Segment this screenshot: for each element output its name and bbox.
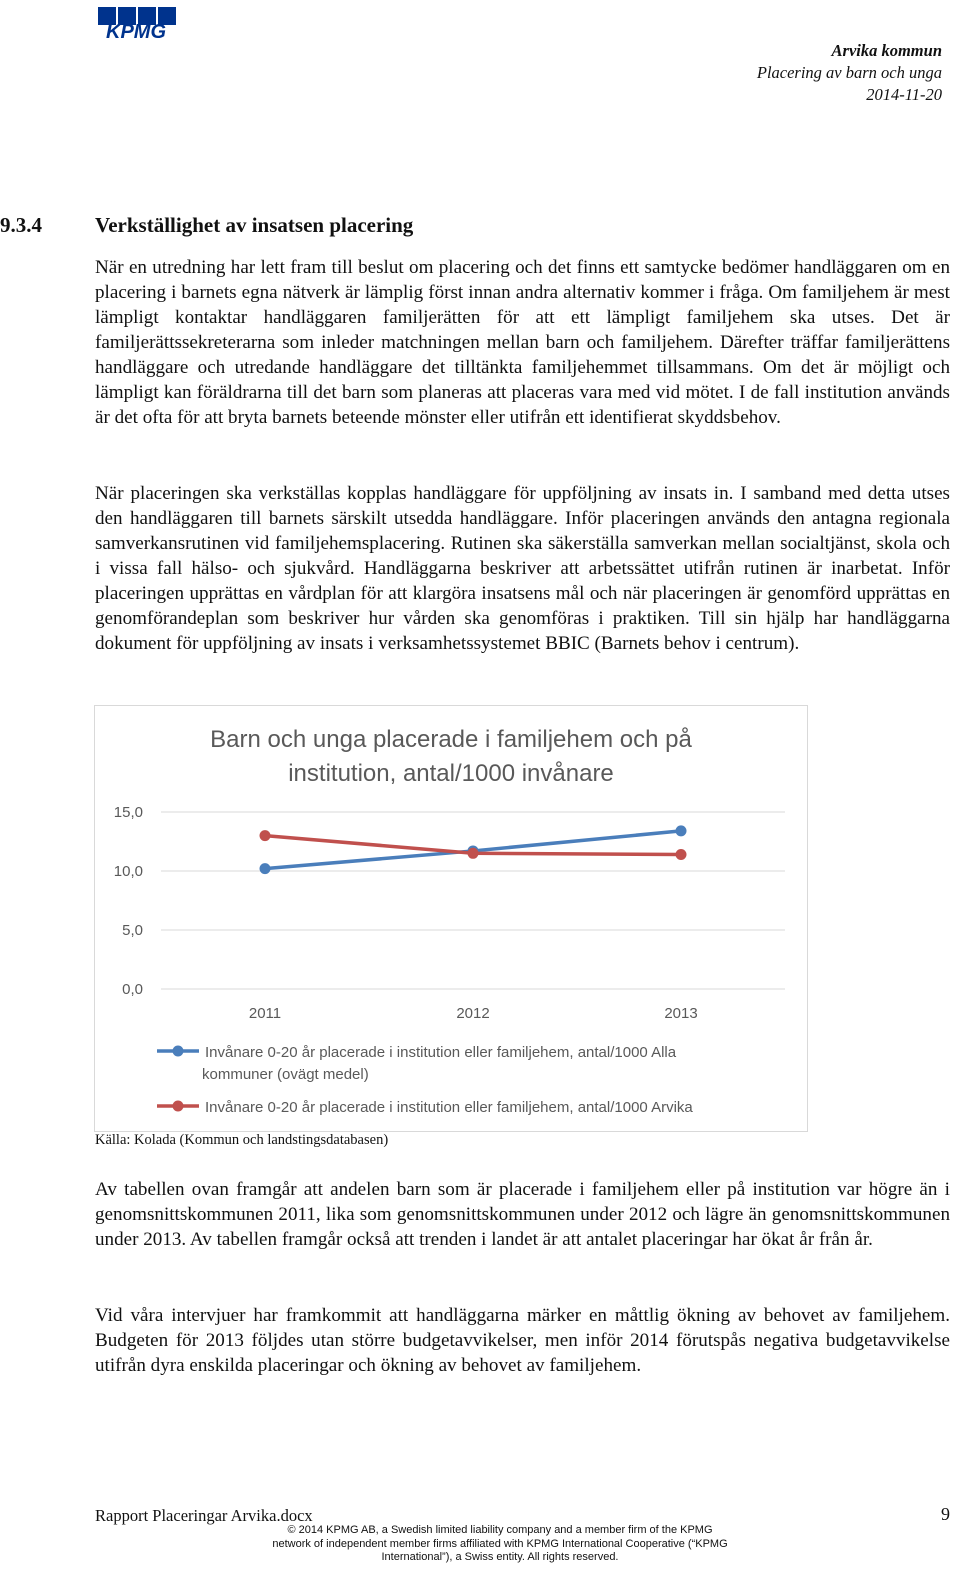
section-number: 9.3.4 xyxy=(0,213,42,237)
legend-marker-2 xyxy=(173,1101,184,1112)
paragraph-1: När en utredning har lett fram till beslut om placering och det finns ett samtycke bedömer handläggaren om en placering i barnets egna nätverk är lämplig först innan andra alternativ kommer i fråga. Om familjehem är mest lämpligt kontaktar handläggaren familjerätten för att ett lämpligt familjehem ska utses. Det är familjerättssekreterarna som inleder matchningen mellan barn och familjehem. Därefter träffar familjerättens handläggare och utredande handläggare det tilltänkta familjehemmet tillsammans. Om det är möjligt och lämpligt kan föräldrarna till det barn som planeras att placeras vara med vid mötet. I de fall institution används är det ofta för att bryta barnets beteende mönster eller utifrån ett identifierat skyddsbehov. xyxy=(95,257,950,428)
series-1-point xyxy=(676,825,687,836)
x-tick-label: 2013 xyxy=(664,1005,698,1022)
series-1-point xyxy=(260,863,271,874)
paragraph-2: När placeringen ska verkställas kopplas handläggare för uppföljning av insats in. I samband med detta utses den handläggaren till barnets särskilt utsedda handläggare. Inför placeringen används den antagna regionala samverkansrutinen vid familjehemsplacering. Rutinen ska säkerställa samverkan mellan socialtjänst, skola och i vissa fall hälso- och sjukvård. Handläggarna beskriver att arbetssättet utifrån rutinen är inarbetat. Inför placeringen upprättas en vårdplan för att klargöra insatsens mål och när placeringen är genomförd upprättas en genomförandeplan som beskriver hur vården ska genomföras i praktiken. Till sin hjälp har handläggarna dokument för uppföljning av insats i verksamhetssystemet BBIC (Barnets behov i centrum). xyxy=(95,483,950,654)
section-title: Verkställighet av insatsen placering xyxy=(95,213,414,237)
y-tick-label: 15,0 xyxy=(113,804,143,821)
x-tick-label: 2012 xyxy=(456,1005,490,1022)
legend-label-2-line-1: Invånare 0-20 år placerade i institution eller familjehem, antal/1000 Arvika xyxy=(205,1099,693,1116)
footer-document-name: Rapport Placeringar Arvika.docx xyxy=(95,1506,313,1525)
paragraph-4: Vid våra intervjuer har framkommit att handläggarna märker en måttlig ökning av behovet av familjehem. Budgeten för 2013 följdes utan större budgetavvikelser, men inför 2014 förutspås negativa budgetavvikelse utifrån dyra enskilda placeringar och ökning av behovet av familjehem. xyxy=(95,1305,950,1376)
header-report: Placering av barn och unga xyxy=(756,63,942,82)
running-header xyxy=(757,40,942,106)
legend-marker-1 xyxy=(173,1046,184,1057)
y-tick-label: 0,0 xyxy=(122,981,143,998)
chart-source: Källa: Kolada (Kommun och landstingsdatabasen) xyxy=(95,1132,389,1148)
legend-label-1-line-2: kommuner (ovägt medel) xyxy=(202,1066,369,1083)
kpmg-logo-graphic xyxy=(93,6,183,42)
chart-container xyxy=(94,705,808,1132)
line-chart xyxy=(95,706,807,1131)
legend-label-1-line-1: Invånare 0-20 år placerade i institution eller familjehem, antal/1000 Alla xyxy=(205,1044,677,1061)
series-2-point xyxy=(676,849,687,860)
chart-title-line-1: Barn och unga placerade i familjehem och på xyxy=(210,726,692,753)
x-tick-label: 2011 xyxy=(248,1005,282,1022)
chart-title-line-2: institution, antal/1000 invånare xyxy=(288,760,614,787)
series-2-point xyxy=(468,848,479,859)
header-date: 2014-11-20 xyxy=(866,85,942,104)
logo-text: KPMG xyxy=(106,21,166,42)
footer-copyright: © 2014 KPMG AB, a Swedish limited liability company and a member firm of the KPMG network of independent member firms affiliated with KPMG International Cooperative (“KPMG International”), a Swiss entity. All rights reserved. xyxy=(272,1524,728,1563)
y-tick-label: 5,0 xyxy=(122,922,143,939)
kpmg-logo xyxy=(93,6,183,42)
footer-page-number: 9 xyxy=(941,1504,950,1524)
paragraph-3: Av tabellen ovan framgår att andelen barn som är placerade i familjehem eller på institution var högre än i genomsnittskommunen 2011, lika som genomsnittskommunen under 2012 och lägre än genomsnittskommunen under 2013. Av tabellen framgår också att trenden i landet är att antalet placeringar har ökat år från år. xyxy=(95,1179,950,1250)
y-tick-label: 10,0 xyxy=(113,863,143,880)
header-org: Arvika kommun xyxy=(831,41,942,60)
series-2-point xyxy=(260,830,271,841)
